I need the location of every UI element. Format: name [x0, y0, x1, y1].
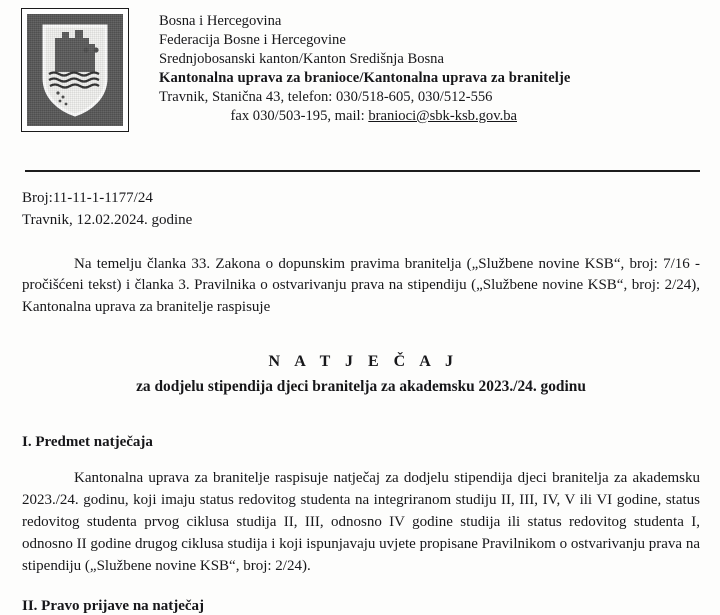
address-line: Travnik, Stanična 43, telefon: 030/518-605, 030/512-556 [159, 88, 493, 105]
title-block [22, 353, 700, 396]
entity-line: Federacija Bosne i Hercegovine [159, 31, 346, 48]
section-paragraph-1: Kantonalna uprava za branitelje raspisuje natječaj za dodjelu stipendija djeci branitelja za akademsku 2023./24. godinu, koji imaju status redovitog studenta na integriranom studiju II, III, IV, V ili VI godine, status redovitog studenta prvog ciklusa studija II, III, odnosno IV godine studija ili status redovitog studenta I, odnosno II godine drugog ciklusa studija i koji ispunjavaju uvjete propisane Pravilnikom o ostvarivanju prava na stipendiju („Službene novine KSB“, broj: 2/24). [22, 469, 700, 574]
email-link[interactable]: branioci@sbk-ksb.gov.ba [368, 107, 517, 124]
office-line: Kantonalna uprava za branioce/Kantonalna uprava za branitelje [159, 69, 571, 86]
organization-block [159, 8, 571, 126]
legal-basis-paragraph: Na temelju članka 33. Zakona o dopunskim pravima branitelja („Službene novine KSB“, broj: 7/16 - pročišćeni tekst) i članka 3. Pravilnika o ostvarivanju prava na stipendiju („Službene novine KSB“, broj: 2/24), Kantonalna uprava za branitelje raspisuje [22, 255, 700, 315]
country-line: Bosna i Hercegovina [159, 13, 282, 29]
coat-of-arms-icon [21, 8, 129, 132]
emblem-image-panel [27, 14, 123, 126]
section-heading-2: II. Pravo prijave na natječaj [22, 597, 205, 614]
header-divider [25, 170, 700, 172]
shield-emblem-svg [38, 22, 112, 118]
section-heading-1: I. Predmet natječaja [22, 433, 153, 450]
fax-label: fax 030/503-195, mail: [230, 107, 369, 124]
reference-number: Broj:11-11-1-1177/24 [22, 190, 153, 206]
document-title: N A T J E Č A J [268, 352, 459, 370]
document-body [22, 188, 700, 615]
place-and-date: Travnik, 12.02.2024. godine [22, 211, 193, 228]
letterhead [20, 0, 700, 132]
canton-line: Srednjobosanski kanton/Kanton Središnja Bosna [159, 50, 444, 67]
contact-line [159, 107, 571, 126]
document-subtitle: za dodjelu stipendija djeci branitelja za akademsku 2023./24. godinu [136, 377, 586, 395]
